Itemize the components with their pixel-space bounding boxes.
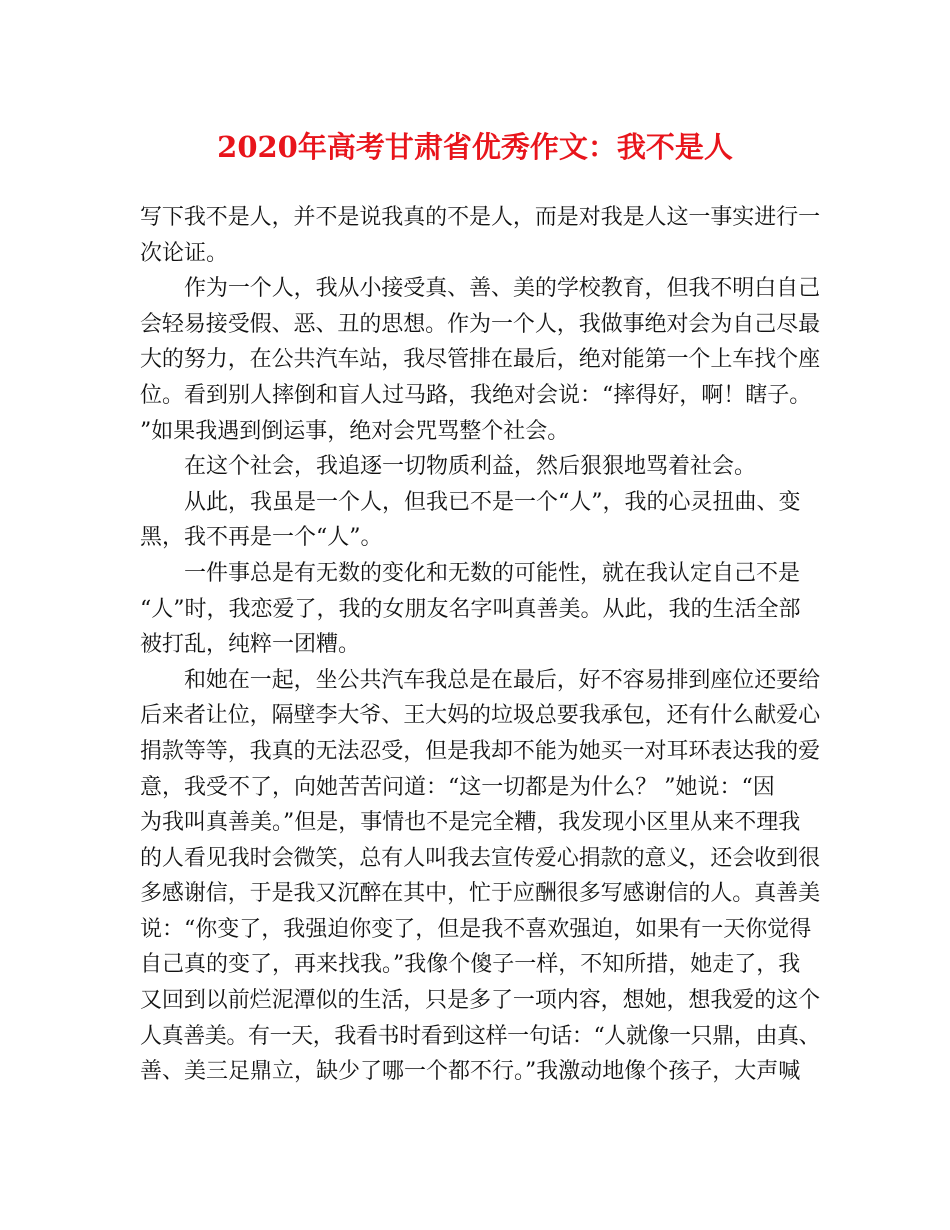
- document-body: [140, 200, 820, 1090]
- text-line: 一件事总是有无数的变化和无数的可能性，就在我认定自己不是: [184, 560, 801, 586]
- text-line: 又回到以前烂泥潭似的生活，只是多了一项内容，想她，想我爱的这个: [140, 988, 821, 1014]
- text-line: 次论证。: [140, 240, 229, 266]
- text-line: 被打乱，纯粹一团糟。: [140, 632, 361, 658]
- text-line: 意，我受不了，向她苦苦问道：“这一切都是为什么？ ”她说：“因: [140, 774, 775, 800]
- text-line: 会轻易接受假、恶、丑的思想。作为一个人，我做事绝对会为自己尽最: [140, 311, 821, 337]
- text-line: 从此，我虽是一个人，但我已不是一个“人”，我的心灵扭曲、变: [184, 489, 801, 515]
- document-title: 2020年高考甘肃省优秀作文：我不是人: [217, 130, 733, 164]
- text-line: 说：“你变了，我强迫你变了，但是我不喜欢强迫，如果有一天你觉得: [140, 916, 812, 942]
- text-line: 黑，我不再是一个“人”。: [140, 525, 383, 551]
- text-line: 的人看见我时会微笑，总有人叫我去宣传爱心捐款的意义，还会收到很: [140, 845, 821, 871]
- text-line: “人”时，我恋爱了，我的女朋友名字叫真善美。从此，我的生活全部: [140, 596, 801, 622]
- text-line: 自己真的变了，再来找我。”我像个傻子一样，不知所措，她走了，我: [140, 952, 801, 978]
- text-line: 在这个社会，我追逐一切物质利益，然后狠狠地骂着社会。: [184, 454, 757, 480]
- text-line: 多感谢信，于是我又沉醉在其中，忙于应酬很多写感谢信的人。真善美: [140, 881, 821, 907]
- text-line: 作为一个人，我从小接受真、善、美的学校教育，但我不明白自己: [184, 276, 821, 302]
- text-line: 位。看到别人摔倒和盲人过马路，我绝对会说：“摔得好，啊！瞎子。: [140, 382, 812, 408]
- text-line: 捐款等等，我真的无法忍受，但是我却不能为她买一对耳环表达我的爱: [140, 738, 821, 764]
- text-line: 为我叫真善美。”但是，事情也不是完全糟，我发现小区里从来不理我: [140, 810, 801, 836]
- text-line: 和她在一起，坐公共汽车我总是在最后，好不容易排到座位还要给: [184, 667, 821, 693]
- text-line: 善、美三足鼎立，缺少了哪一个都不行。”我激动地像个孩子，大声喊: [140, 1059, 801, 1085]
- text-line: ”如果我遇到倒运事，绝对会咒骂整个社会。: [140, 418, 570, 444]
- text-line: 人真善美。有一天，我看书时看到这样一句话：“人就像一只鼎，由真、: [140, 1023, 821, 1049]
- text-line: 写下我不是人，并不是说我真的不是人，而是对我是人这一事实进行一: [140, 205, 821, 230]
- text-line: 大的努力，在公共汽车站，我尽管排在最后，绝对能第一个上车找个座: [140, 347, 821, 373]
- text-line: 后来者让位，隔壁李大爷、王大妈的垃圾总要我承包，还有什么献爱心: [140, 703, 821, 729]
